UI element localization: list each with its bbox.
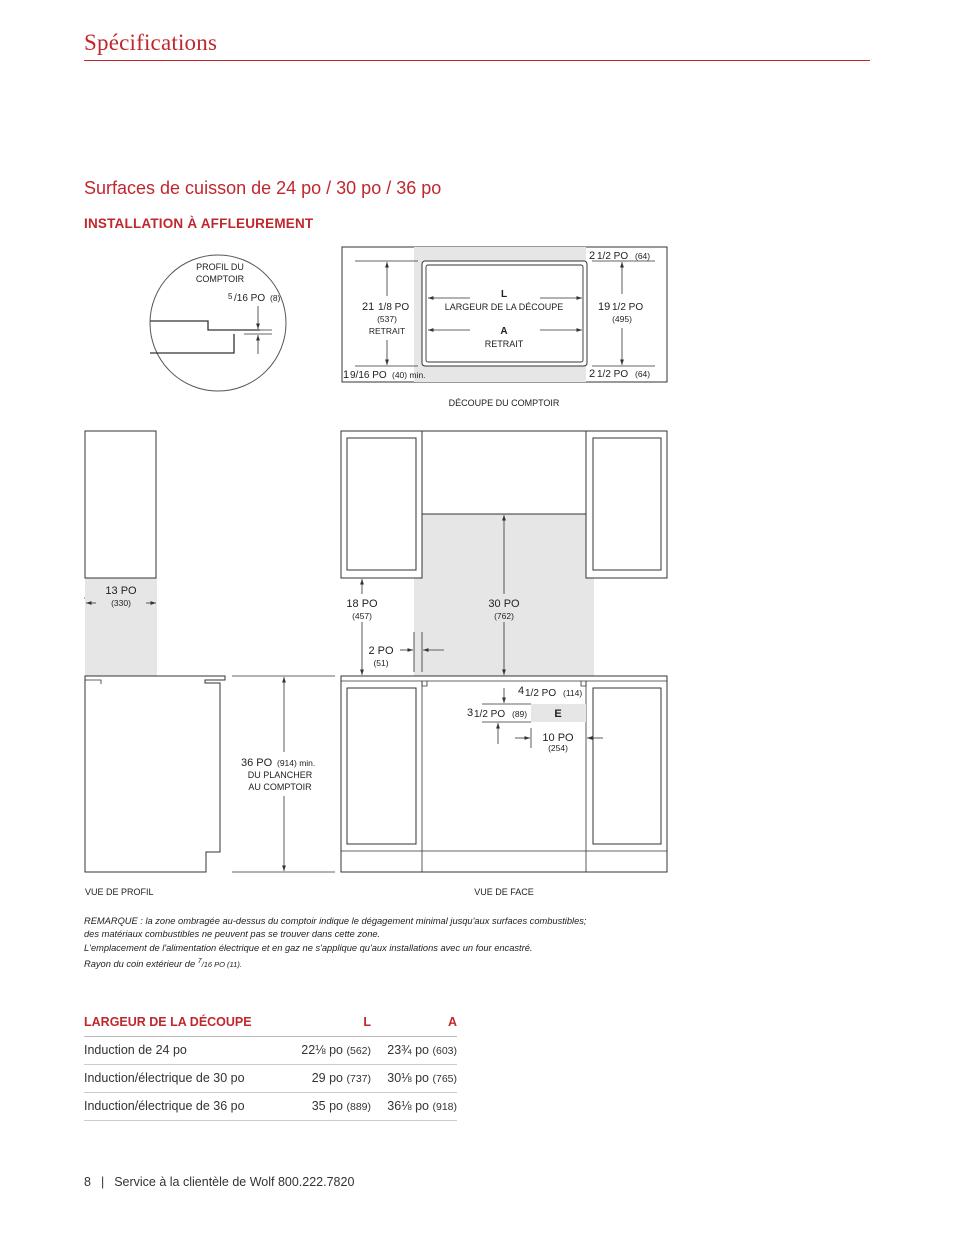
cutout-label-a: RETRAIT [484, 339, 524, 349]
front-dim-18-mm: (457) [352, 611, 372, 621]
front-dim-4-frac: 1/2 PO [525, 688, 557, 699]
front-dim-10-mm: (254) [548, 743, 568, 753]
side-height-mm: (914) min. [277, 758, 316, 768]
table-cell-l: 35 po (889) [299, 1093, 371, 1121]
profile-label-2: COMPTOIR [195, 274, 245, 284]
cutout-left-dim-frac: 1/8 PO [378, 302, 410, 313]
profile-dim-whole: 5 [228, 292, 233, 301]
front-dim-4-mm: (114) [563, 688, 583, 698]
cutout-label-l: LARGEUR DE LA DÉCOUPE [444, 302, 564, 312]
note-line-1: REMARQUE : la zone ombragée au-dessus du comptoir indique le dégagement minimal jusqu'aux surfaces combustibles; [84, 916, 587, 926]
cutout-top-dim-frac: 1/2 PO [597, 251, 629, 262]
cutout-top-dim-mm: (64) [635, 251, 651, 261]
cutout-width-table [84, 1013, 457, 1121]
cutout-letter-l: L [500, 289, 508, 300]
table-cell-a: 30⅛ po (765) [371, 1065, 457, 1093]
page-footer [84, 1175, 354, 1189]
cutout-br-dim-mm: (64) [635, 369, 651, 379]
front-dim-2: 2 PO [368, 645, 394, 657]
footer-separator: | [100, 1175, 105, 1189]
profile-dim-frac: /16 PO [234, 293, 266, 304]
page-title: Spécifications [84, 30, 218, 55]
cutout-top-dim-whole: 2 [589, 250, 596, 262]
profile-detail [150, 255, 286, 391]
front-view [341, 431, 667, 897]
table-row [84, 1037, 457, 1065]
cutout-bl-dim-whole: 1 [343, 369, 350, 381]
page-number: 8 [84, 1175, 91, 1189]
front-dim-18: 18 PO [346, 598, 378, 610]
front-box-e: E [554, 708, 562, 720]
table-header-name: LARGEUR DE LA DÉCOUPE [84, 1013, 299, 1037]
note-line-3: L'emplacement de l'alimentation électrique et en gaz ne s'applique qu'aux installations avec un four encastré. [84, 942, 533, 953]
front-caption: VUE DE FACE [474, 887, 534, 897]
side-view [84, 431, 335, 897]
table-cell-name: Induction/électrique de 30 po [84, 1065, 299, 1093]
cutout-br-dim-frac: 1/2 PO [597, 369, 629, 380]
profile-dim-mm: (8) [270, 293, 281, 303]
sub-title: INSTALLATION À AFFLEUREMENT [84, 216, 314, 231]
table-cell-a: 23¾ po (603) [371, 1037, 457, 1065]
front-dim-4-whole: 4 [518, 685, 525, 697]
cutout-letter-a: A [500, 326, 508, 337]
front-dim-3-frac: 1/2 PO [474, 709, 506, 720]
note-line-4-frac: /16 PO (11). [201, 959, 242, 969]
note-line-4-prefix: Rayon du coin extérieur de [84, 958, 198, 969]
side-depth-mm: (330) [111, 598, 131, 608]
note-line-4 [84, 955, 704, 971]
table-cell-l: 22⅛ po (562) [299, 1037, 371, 1065]
side-depth-dim: 13 PO [105, 585, 137, 597]
front-dim-2-mm: (51) [373, 658, 389, 668]
cutout-left-dim-mm: (537) [377, 314, 397, 324]
cutout-left-dim-whole: 21 [362, 301, 375, 313]
profile-label-1: PROFIL DU [196, 262, 244, 272]
footer-text: Service à la clientèle de Wolf 800.222.7820 [114, 1175, 355, 1189]
side-height-note-1: DU PLANCHER [247, 770, 313, 780]
cutout-right-dim-frac: 1/2 PO [612, 302, 644, 313]
table-cell-name: Induction de 24 po [84, 1037, 299, 1065]
section-title: Surfaces de cuisson de 24 po / 30 po / 36 po [84, 178, 442, 198]
front-dim-3-whole: 3 [467, 707, 474, 719]
table-cell-a: 36⅛ po (918) [371, 1093, 457, 1121]
table-row [84, 1065, 457, 1093]
front-dim-10: 10 PO [542, 732, 574, 744]
cutout-br-dim-whole: 2 [589, 368, 596, 380]
cutout-bl-dim-mm: (40) min. [392, 370, 426, 380]
installation-note [84, 915, 704, 971]
table-cell-name: Induction/électrique de 36 po [84, 1093, 299, 1121]
side-height-dim: 36 PO [241, 757, 273, 769]
cutout-diagram [342, 247, 667, 408]
cutout-right-dim-whole: 19 [598, 301, 611, 313]
table-header-row [84, 1013, 457, 1037]
front-dim-30: 30 PO [488, 598, 520, 610]
table-header-a: A [371, 1013, 457, 1037]
cutout-bl-dim-frac: 9/16 PO [350, 370, 387, 381]
side-caption: VUE DE PROFIL [85, 887, 154, 897]
table-header-l: L [299, 1013, 371, 1037]
table-row [84, 1093, 457, 1121]
cutout-left-dim-note: RETRAIT [368, 326, 406, 336]
table-cell-l: 29 po (737) [299, 1065, 371, 1093]
note-line-2: des matériaux combustibles ne peuvent pas se trouver dans cette zone. [84, 929, 381, 940]
side-height-note-2: AU COMPTOIR [248, 782, 312, 792]
cutout-right-dim-mm: (495) [612, 314, 632, 324]
cutout-caption: DÉCOUPE DU COMPTOIR [448, 398, 560, 408]
front-dim-30-mm: (762) [494, 611, 514, 621]
note-line-4-whole: 7 [197, 957, 202, 965]
front-dim-3-mm: (89) [512, 709, 528, 719]
